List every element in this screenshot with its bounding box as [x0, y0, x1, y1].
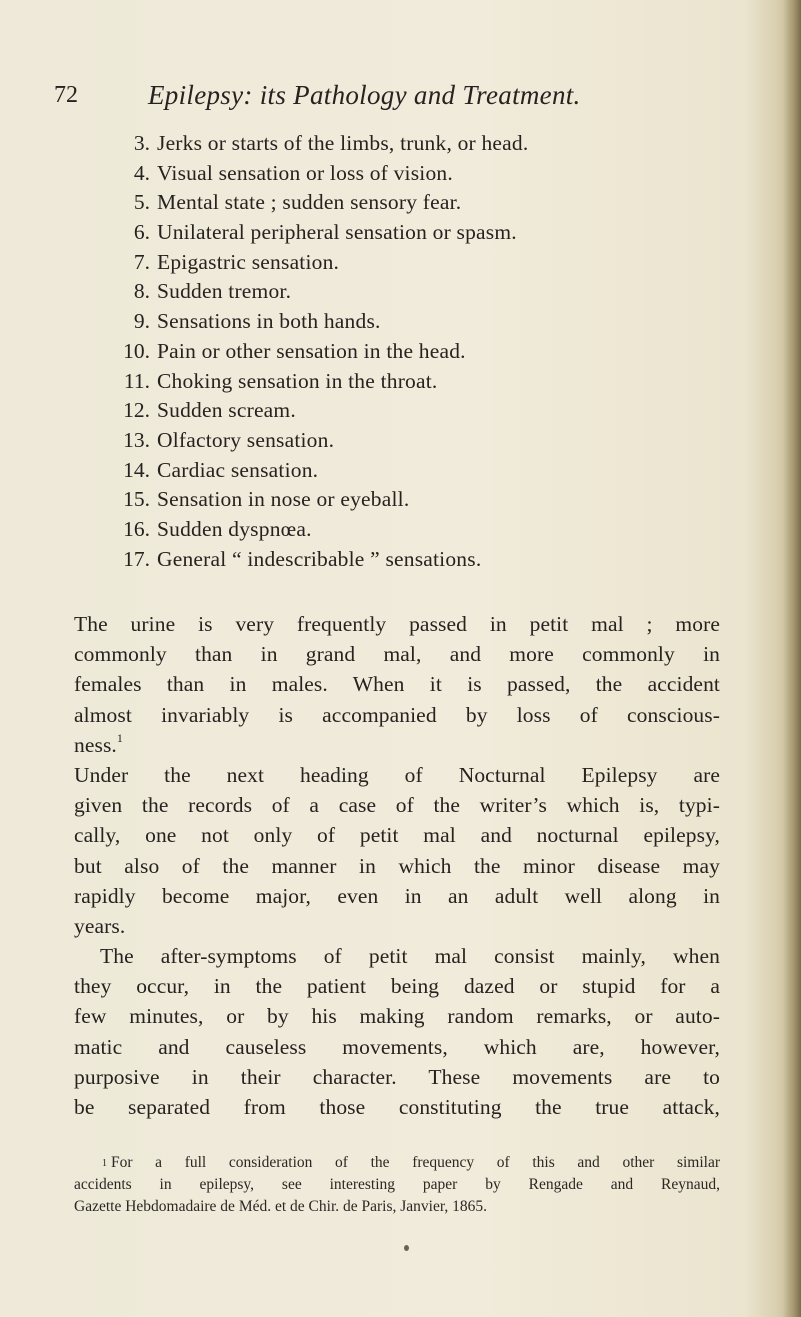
- list-item-text: Pain or other sensation in the head.: [157, 338, 466, 363]
- list-item-text: Unilateral peripheral sensation or spasm.: [157, 220, 517, 245]
- list-item-text: Choking sensation in the throat.: [157, 368, 438, 393]
- list-item-number: 13.: [123, 427, 150, 452]
- text-line: Under the next heading of Nocturnal Epilepsy are: [74, 762, 720, 787]
- list-item: [0, 129, 780, 159]
- list-item: [0, 188, 780, 218]
- text-line: The after-symptoms of petit mal consist mainly, when: [100, 944, 720, 969]
- list-item: [0, 159, 780, 189]
- list-item-text: Visual sensation or loss of vision.: [157, 160, 453, 185]
- text-line: females than in males. When it is passed, the accident: [74, 672, 720, 697]
- footnote-reference: 1: [116, 730, 124, 745]
- text-line: few minutes, or by his making random remarks, or auto-: [74, 1004, 720, 1029]
- list-item-number: 16.: [123, 516, 150, 541]
- text-line: cally, one not only of petit mal and nocturnal epilepsy,: [74, 823, 720, 848]
- body-text: [74, 609, 720, 1122]
- running-title: Epilepsy: its Pathology and Treatment.: [148, 80, 581, 110]
- list-item-number: 7.: [133, 249, 150, 274]
- list-item-text: Sudden dyspnœa.: [157, 516, 312, 541]
- text-line: commonly than in grand mal, and more commonly in: [74, 642, 720, 667]
- list-item: [0, 545, 780, 575]
- list-item-number: 10.: [123, 338, 150, 363]
- list-item-text: Olfactory sensation.: [157, 427, 335, 452]
- list-item-number: 15.: [123, 487, 150, 512]
- list-item-number: 12.: [123, 398, 150, 423]
- footnote-marker: 1: [102, 1158, 107, 1169]
- ink-speck: [404, 1245, 409, 1251]
- text-line-content: ness.: [74, 732, 117, 757]
- list-item-text: General “ indescribable ” sensations.: [157, 546, 482, 571]
- list-item: [0, 396, 780, 426]
- list-item-text: Epigastric sensation.: [157, 249, 340, 274]
- list-item-text: Sensation in nose or eyeball.: [157, 487, 410, 512]
- symptom-list: [0, 129, 780, 574]
- list-item: [0, 426, 780, 456]
- footnote: [74, 1152, 720, 1218]
- list-item-number: 11.: [123, 368, 150, 393]
- list-item: [0, 218, 780, 248]
- text-line: but also of the manner in which the minor disease may: [74, 853, 720, 878]
- footnote-line: [74, 1152, 720, 1174]
- list-item-text: Cardiac sensation.: [157, 457, 319, 482]
- list-item-text: Sudden scream.: [157, 398, 296, 423]
- paragraph-urine: [74, 609, 720, 760]
- text-line: matic and causeless movements, which are, however,: [74, 1034, 720, 1059]
- list-item-text: Mental state ; sudden sensory fear.: [157, 190, 462, 215]
- page-binding-shadow: [783, 0, 801, 1317]
- list-item-number: 4.: [133, 160, 150, 185]
- page-number: 72: [54, 82, 78, 108]
- text-line: The urine is very frequently passed in petit mal ; more: [74, 612, 720, 636]
- text-line: rapidly become major, even in an adult well along in: [74, 883, 720, 908]
- footnote-line: accidents in epilepsy, see interesting paper by Rengade and Reynaud,: [74, 1176, 720, 1193]
- text-line: [74, 730, 720, 760]
- list-item-number: 5.: [133, 190, 150, 215]
- paragraph-after-symptoms: [74, 941, 720, 1122]
- text-line: given the records of a case of the writer’s which is, typi-: [74, 793, 720, 818]
- list-item: [0, 337, 780, 367]
- list-item-number: 17.: [123, 546, 150, 571]
- list-item-text: Sudden tremor.: [157, 279, 292, 304]
- list-item-number: 14.: [123, 457, 150, 482]
- list-item: [0, 456, 780, 486]
- list-item: [0, 277, 780, 307]
- list-item: [0, 515, 780, 545]
- list-item-text: Jerks or starts of the limbs, trunk, or head.: [157, 131, 529, 155]
- list-item-number: 8.: [133, 279, 150, 304]
- list-item: [0, 307, 780, 337]
- footnote-line-content: For a full consideration of the frequency of this and other similar: [111, 1154, 720, 1171]
- text-line: they occur, in the patient being dazed or stupid for a: [74, 974, 720, 999]
- text-line: years.: [74, 913, 126, 938]
- list-item-number: 9.: [133, 309, 150, 334]
- footnote-line: Gazette Hebdomadaire de Méd. et de Chir. de Paris, Janvier, 1865.: [74, 1198, 488, 1215]
- list-item: [0, 248, 780, 278]
- list-item-text: Sensations in both hands.: [157, 309, 381, 334]
- text-line: purposive in their character. These movements are to: [74, 1064, 720, 1089]
- text-line: be separated from those constituting the true attack,: [74, 1095, 720, 1119]
- list-item-number: 6.: [133, 220, 150, 245]
- list-item: [0, 367, 780, 397]
- list-item-number: 3.: [133, 131, 150, 155]
- page-header: [54, 80, 754, 114]
- text-line: almost invariably is accompanied by loss of conscious-: [74, 702, 720, 727]
- list-item: [0, 485, 780, 515]
- paragraph-nocturnal: [74, 760, 720, 941]
